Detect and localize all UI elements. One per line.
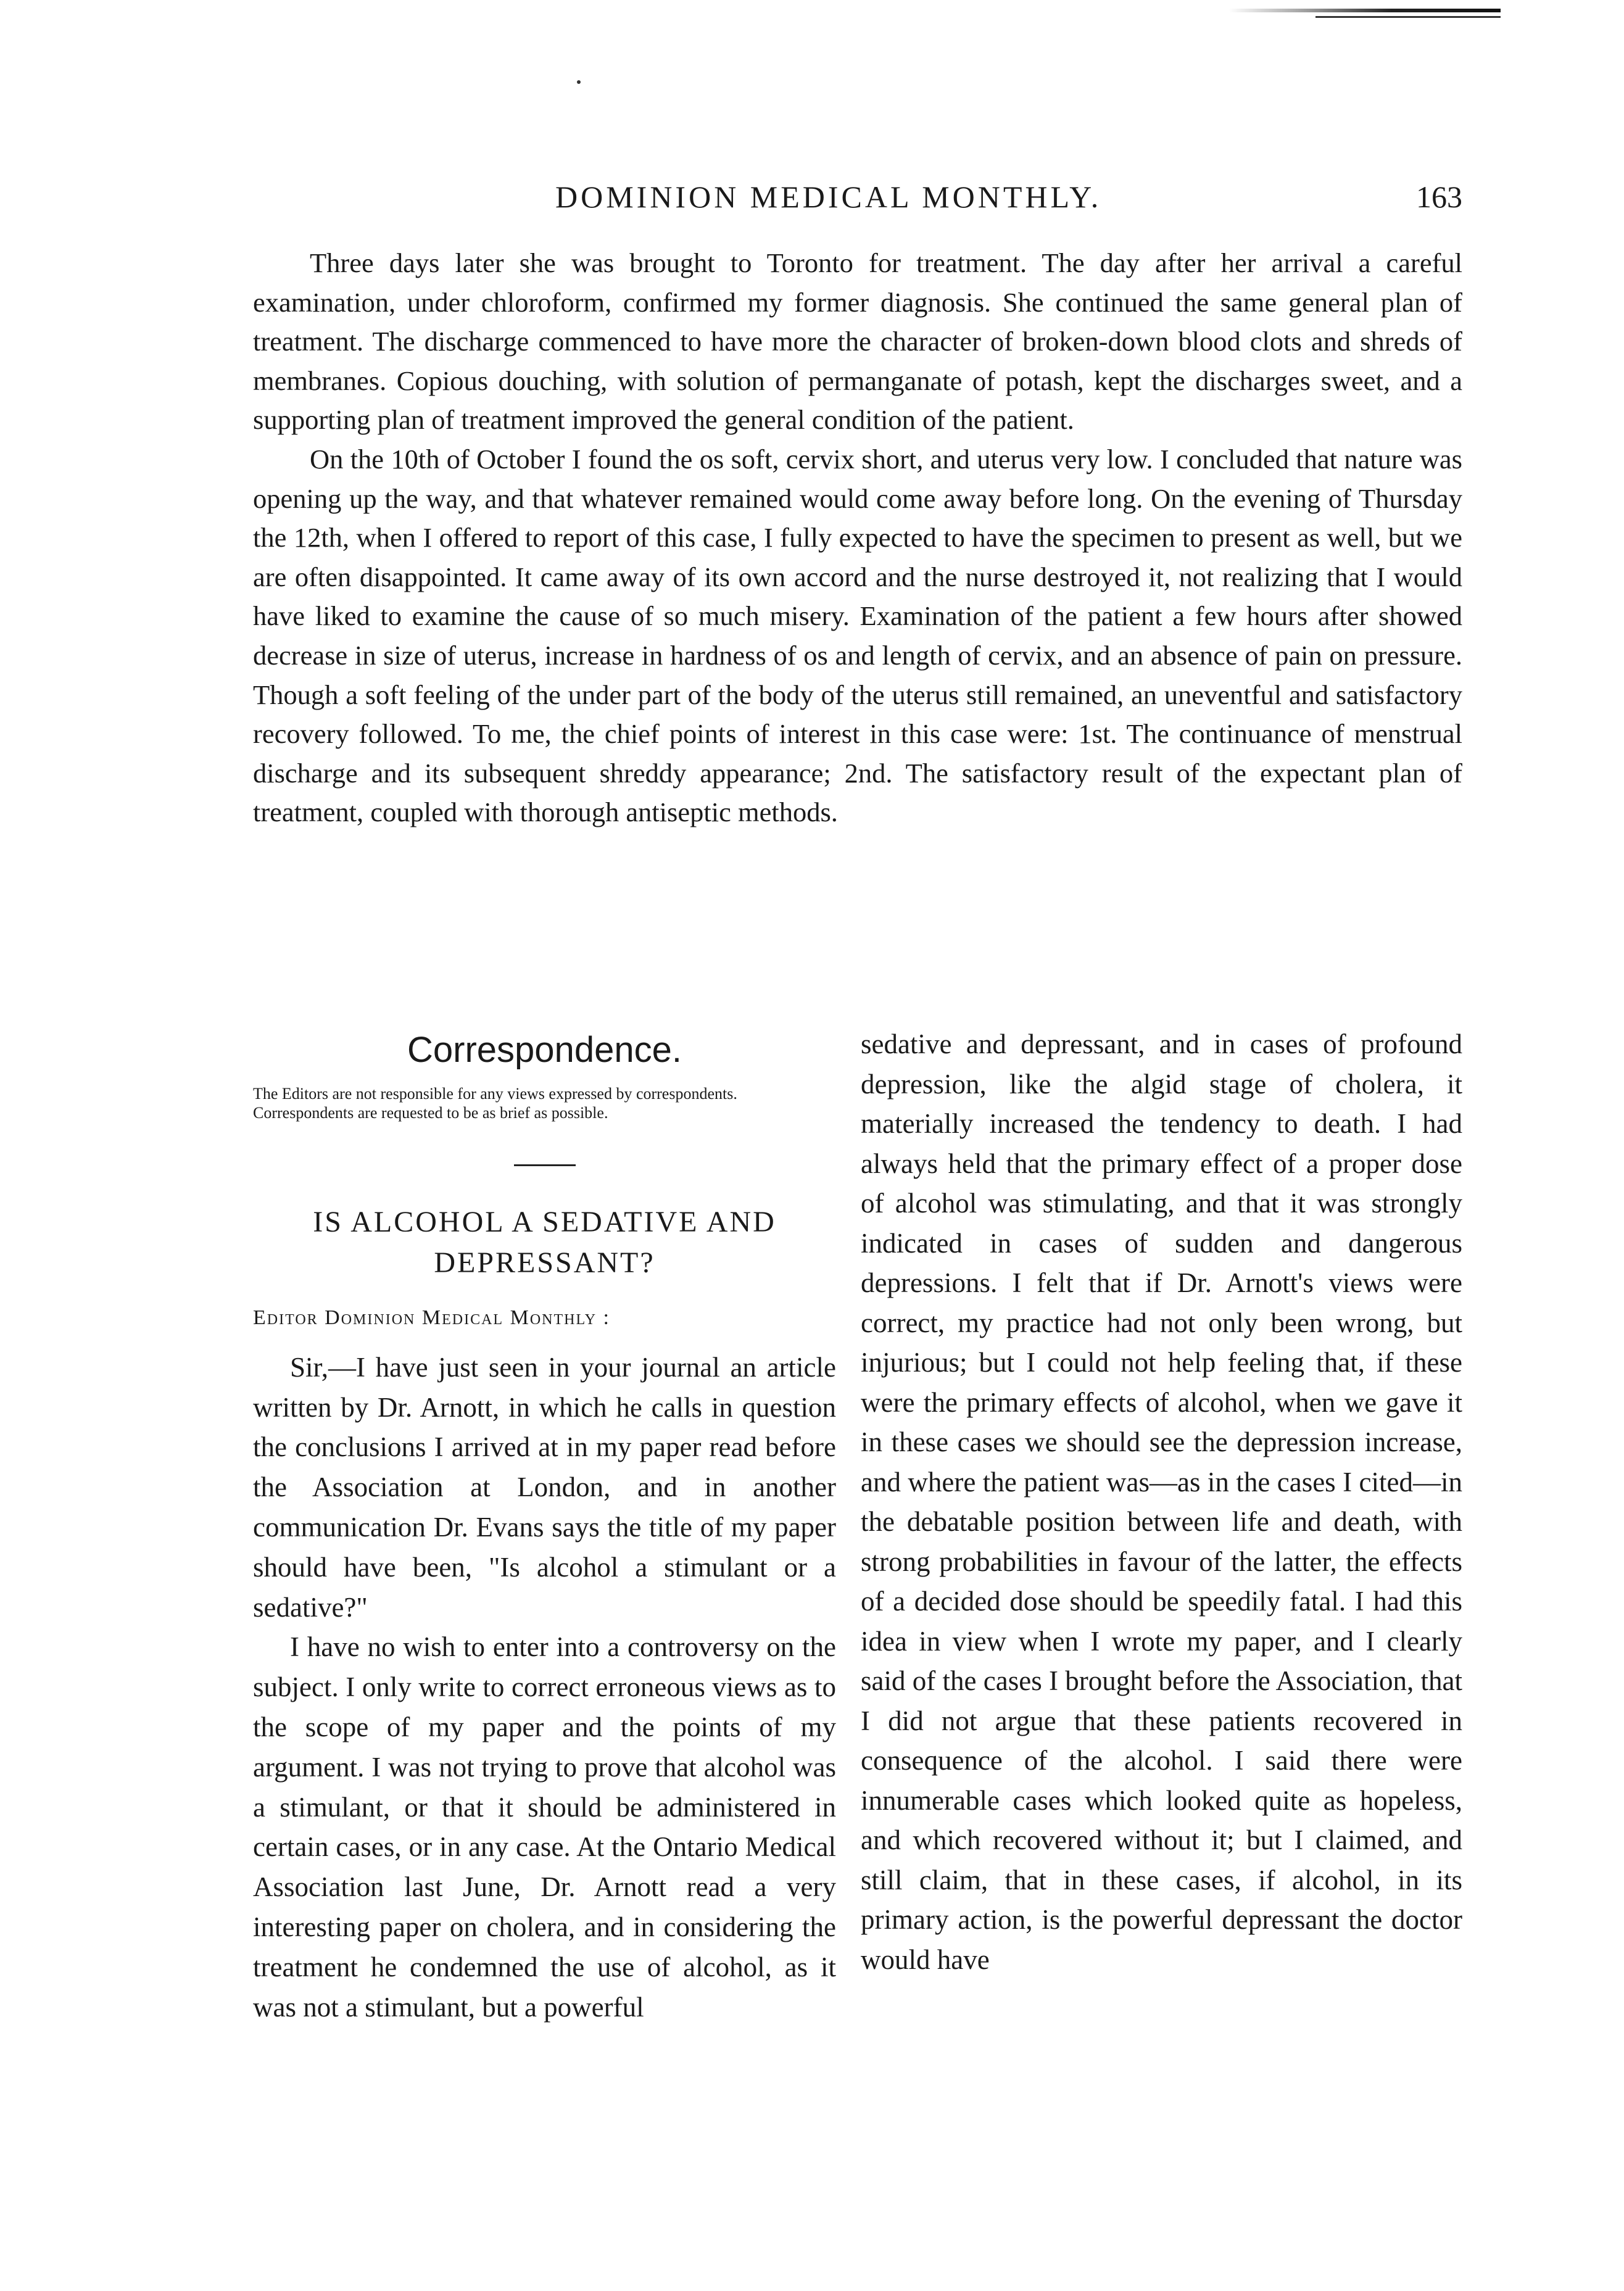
print-speck — [577, 80, 581, 84]
section-heading: Correspondence. — [407, 1030, 682, 1070]
paragraph: sedative and depressant, and in cases of profound depression, like the algid stage of cholera, it materially increased the tendency to death. I had always held that the primary effect of a proper dose of alcohol was stimulating, and that it was strongly indicated in cases of sudden and dangerous depressions. I felt that if Dr. Arnott's views were correct, my practice had not only been wrong, but injurious; but I could not help feeling that, if these were the primary effects of alcohol, when we gave it in these cases we should see the depression increase, and where the patient was—as in the cases I cited—in the debatable position between life and death, with strong probabilities in favour of the latter, the effects of a decided dose should be speedily fatal. I had this idea in view when I wrote my paper, and I clearly said of the cases I brought before the Association, that I did not argue that these patients recovered in consequence of the alcohol. I said there were innumerable cases which looked quite as hopeless, and which recovered without it; but I claimed, and still claim, that in these cases, if alcohol, in its primary action, is the powerful depressant the doctor would have — [861, 1029, 1462, 1975]
divider — [514, 1164, 576, 1166]
page-number: 163 — [1416, 180, 1462, 214]
article-title: IS ALCOHOL A SEDATIVE AND DEPRESSANT? — [313, 1205, 776, 1279]
editor-disclaimer: The Editors are not responsible for any views expressed by correspondents. — [253, 1084, 737, 1103]
top-edge-rule — [1229, 9, 1501, 12]
salutation: Editor Dominion Medical Monthly : — [253, 1306, 611, 1329]
case-report-text — [253, 244, 1462, 832]
right-column — [861, 1024, 1462, 1979]
left-column — [253, 1024, 836, 2027]
paragraph: On the 10th of October I found the os soft, cervix short, and uterus very low. I concluded that nature was opening up the way, and that whatever remained would come away before long. On the evening of Thursday the 12th, when I offered to report of this case, I fully expected to have the specimen to present as well, but we are often disappointed. It came away of its own accord and the nurse destroyed it, not realizing that I would have liked to examine the cause of so much misery. Examination of the patient a few hours after showed decrease in size of uterus, increase in hardness of os and length of cervix, and an absence of pain on pressure. Though a soft feeling of the under part of the body of the uterus still remained, an uneventful and satisfactory recovery followed. To me, the chief points of interest in this case were: 1st. The continuance of menstrual discharge and its subsequent shreddy appearance; 2nd. The satisfactory result of the expectant plan of treatment, coupled with thorough antiseptic methods. — [253, 443, 1462, 828]
paragraph: I have no wish to enter into a controversy on the subject. I only write to correct erroneous views as to the scope of my paper and the points of my argument. I was not trying to prove that alcohol was a stimulant, or that it should be administered in certain cases, or in any case. At the Ontario Medical Association last June, Dr. Arnott read a very interesting paper on cholera, and in considering the treatment he condemned the use of alcohol, as it was not a stimulant, but a powerful — [253, 1631, 836, 2023]
top-edge-rule-secondary — [1315, 16, 1501, 18]
page-header — [271, 179, 1462, 222]
running-head: DOMINION MEDICAL MONTHLY. — [555, 180, 1102, 214]
paragraph: Sir,—I have just seen in your journal an article written by Dr. Arnott, in which he calls in question the conclusions I arrived at in my paper read before the Association at London, and in another communication Dr. Evans says the title of my paper should have been, "Is alcohol a stimulant or a sedative?" — [253, 1351, 836, 1623]
brevity-note: Correspondents are requested to be as brief as possible. — [253, 1103, 608, 1122]
paragraph: Three days later she was brought to Toronto for treatment. The day after her arrival a careful examination, under chloroform, confirmed my former diagnosis. She continued the same general plan of treatment. The discharge commenced to have more the character of broken-down blood clots and shreds of membranes. Copious douching, with solution of permanganate of potash, kept the discharges sweet, and a supporting plan of treatment improved the general condition of the patient. — [253, 247, 1462, 436]
